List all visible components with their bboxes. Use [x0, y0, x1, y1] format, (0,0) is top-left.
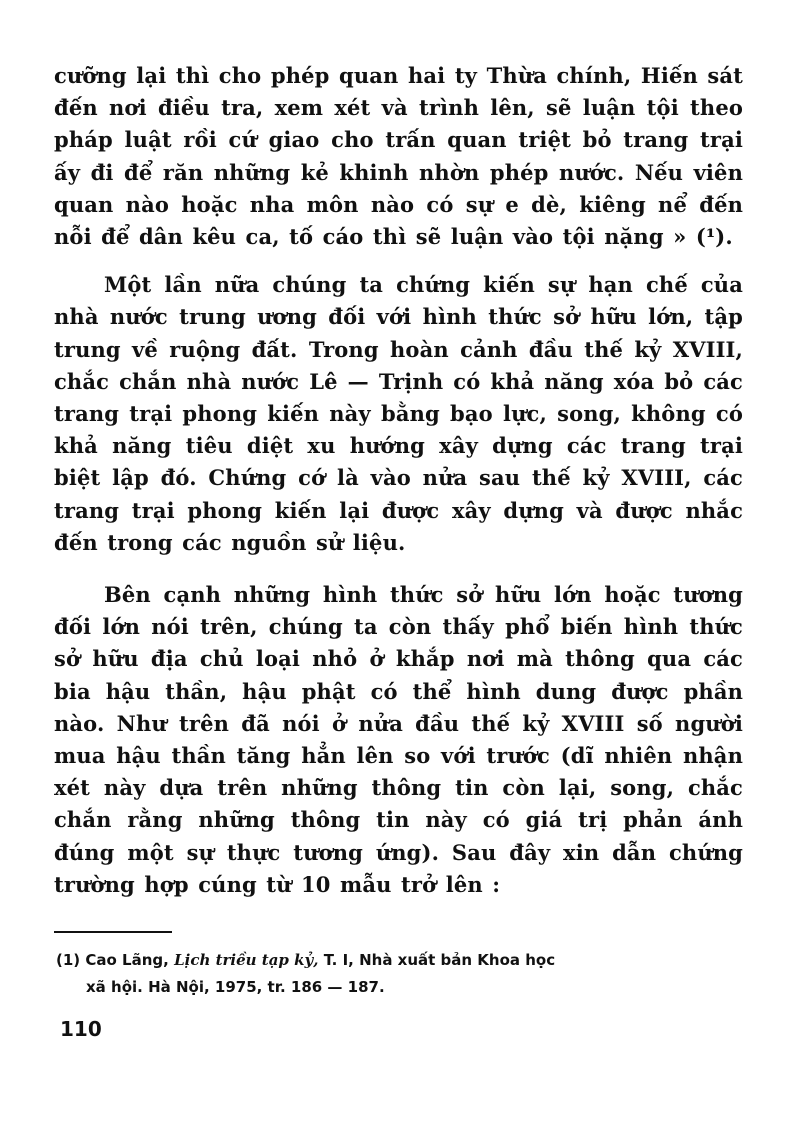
footnote-details: T. I, Nhà xuất bản Khoa học — [323, 951, 556, 970]
paragraph-central-state-limits: Một lần nữa chúng ta chứng kiến sự hạn chế của nhà nước trung ương đối với hình thức sở hữu lớn, tập trung về ruộng đất. Trong hoàn cảnh đầu thế kỷ XVIII, chắc chắn nhà nước Lê — Trịnh có khả năng xóa bỏ các trang trại phong kiến này bằng bạo lực, song, không có khả năng tiêu diệt xu hướng xây dựng các trang trại biệt lập đó. Chứng cớ là vào nửa sau thế kỷ XVIII, các trang trại phong kiến lại được xây dựng và được nhắc đến trong các nguồn sử liệu. — [54, 272, 743, 555]
footnote-divider — [54, 931, 172, 933]
footnote-author: Cao Lãng, — [85, 951, 169, 970]
paragraph-continuation: cưỡng lại thì cho phép quan hai ty Thừa chính, Hiến sát đến nơi điều tra, xem xét và trình lên, sẽ luận tội theo pháp luật rồi cứ giao cho trấn quan triệt bỏ trang trại ấy đi để răn những kẻ khinh nhờn phép nước. Nếu viên quan nào hoặc nha môn nào có sự e dè, kiêng nể đến nỗi để dân kêu ca, tố cáo thì sẽ luận vào tội nặng » (¹). — [54, 63, 743, 250]
paragraph-small-landlords: Bên cạnh những hình thức sở hữu lớn hoặc tương đối lớn nói trên, chúng ta còn thấy phổ biến hình thức sở hữu địa chủ loại nhỏ ở khắp nơi mà thông qua các bia hậu thần, hậu phật có thể hình dung được phần nào. Như trên đã nói ở nửa đầu thế kỷ XVIII số người mua hậu thần tăng hẳn lên so với trước (dĩ nhiên nhận xét này dựa trên những thông tin còn lại, song, chắc chắn rằng những thông tin này có giá trị phản ánh đúng một sự thực tương ứng). Sau đây xin dẫn chứng trường hợp cúng từ 10 mẫu trở lên : — [54, 582, 743, 897]
footnote-publication: xã hội. Hà Nội, 1975, tr. 186 — 187. — [86, 978, 385, 997]
footnote — [54, 947, 743, 1001]
footnote-marker: (1) — [56, 951, 81, 970]
page-number: 110 — [60, 1017, 102, 1041]
footnote-book-title: Lịch triều tạp kỷ, — [174, 951, 319, 970]
